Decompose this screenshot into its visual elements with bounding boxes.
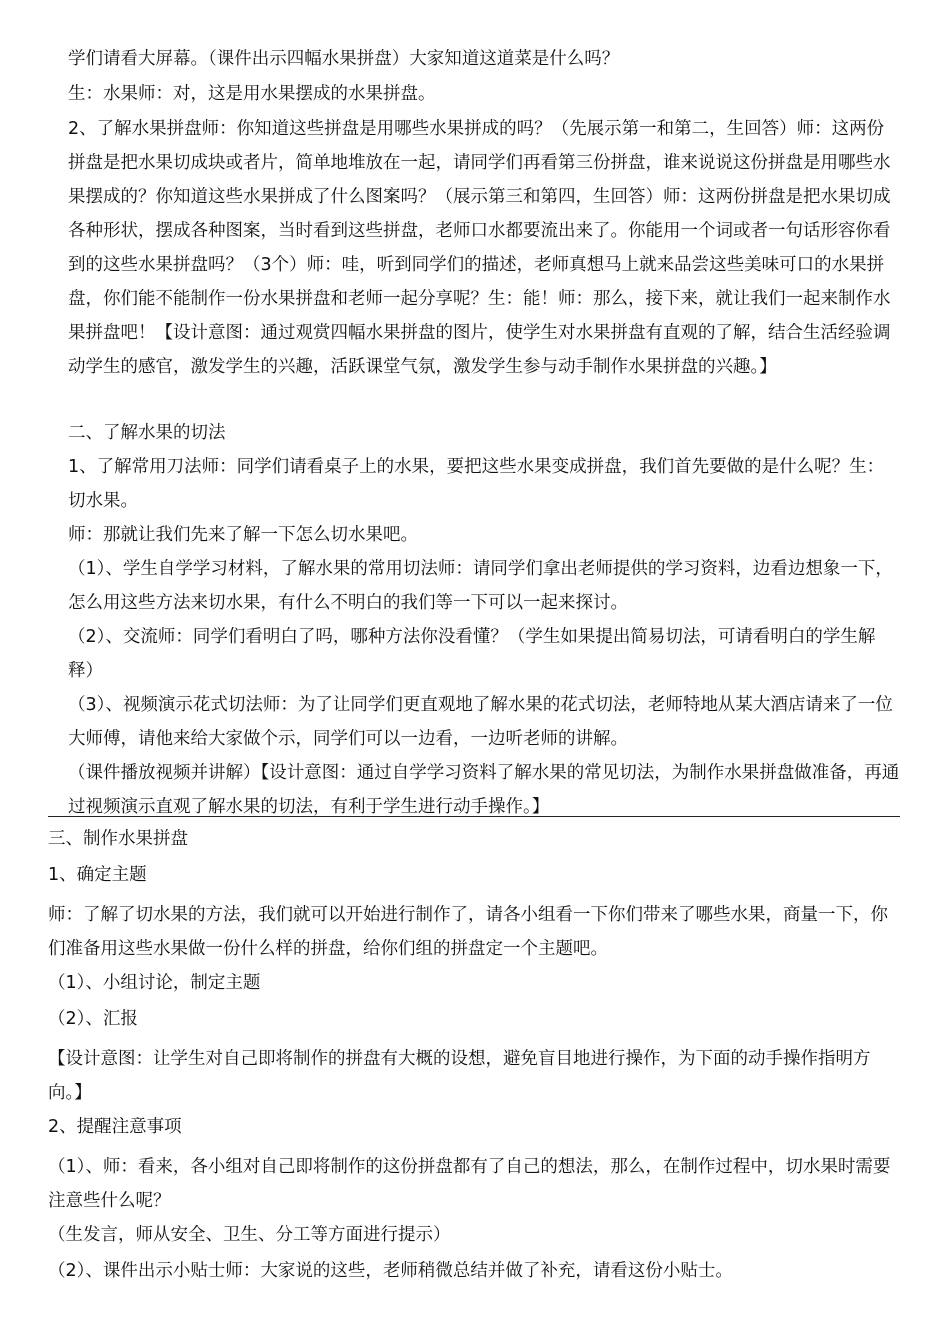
list-item: （1）、小组讨论，制定主题 (48, 973, 261, 993)
paragraph: 学们请看大屏幕。（课件出示四幅水果拼盘）大家知道这道菜是什么吗？ (68, 49, 620, 69)
list-item: （2）、课件出示小贴士师：大家说的这些，老师稍微总结并做了补充，请看这份小贴士。 (48, 1261, 733, 1281)
paragraph: 2、了解水果拼盘师：你知道这些拼盘是用哪些水果拼成的吗？（先展示第一和第二，生回答）师：这两份拼盘是把水果切成块或者片，简单地堆放在一起，请同学们再看第三份拼盘，谁来说说这份拼盘是用哪些水果摆成的？你知道这些水果拼成了什么图案吗？（展示第三和第四，生回答）师：这两份拼盘是把水果切成各种形状，摆成各种图案，当时看到这些拼盘，老师口水都要流出来了。你能用一个词或者一句话形容你看到的这些水果拼盘吗？（3个）师：哇，听到同学们的描述，老师真想马上就来品尝这些美味可口的水果拼盘，你们能不能制作一份水果拼盘和老师一起分享呢？生：能！师：那么，接下来，就让我们一起来制作水果拼盘吧！【设计意图：通过观赏四幅水果拼盘的图片，使学生对水果拼盘有直观的了解，结合生活经验调动学生的感官，激发学生的兴趣，活跃课堂气氛，激发学生参与动手制作水果拼盘的兴趣。】 (68, 119, 891, 377)
paragraph: 师：了解了切水果的方法，我们就可以开始进行制作了，请各小组看一下你们带来了哪些水果，商量一下，你们准备用这些水果做一份什么样的拼盘，给你们组的拼盘定一个主题吧。 (48, 905, 888, 959)
horizontal-rule (48, 816, 900, 817)
paragraph: 【设计意图：让学生对自己即将制作的拼盘有大概的设想，避免盲目地进行操作，为下面的动手操作指明方向。】 (48, 1049, 871, 1103)
paragraph: （生发言，师从安全、卫生、分工等方面进行提示） (48, 1225, 451, 1245)
section-heading: 三、制作水果拼盘 (48, 829, 188, 849)
paragraph: （3）、视频演示花式切法师：为了让同学们更直观地了解水果的花式切法，老师特地从某大酒店请来了一位大师傅，请他来给大家做个示，同学们可以一边看，一边听老师的讲解。 (68, 695, 893, 749)
paragraph: 1、了解常用刀法师：同学们请看桌子上的水果，要把这些水果变成拼盘，我们首先要做的是什么呢？生：切水果。 (68, 457, 885, 511)
subsection-heading: 2、提醒注意事项 (48, 1117, 182, 1137)
subsection-heading: 1、确定主题 (48, 865, 147, 885)
paragraph: （课件播放视频并讲解）【设计意图：通过自学学习资料了解水果的常见切法，为制作水果拼盘做准备，再通过视频演示直观了解水果的切法，有利于学生进行动手操作。】 (68, 763, 900, 817)
section-heading: 二、了解水果的切法 (68, 423, 226, 443)
paragraph: 师：那就让我们先来了解一下怎么切水果吧。 (68, 525, 418, 545)
list-item: （1）、师：看来，各小组对自己即将制作的这份拼盘都有了自己的想法，那么，在制作过程中，切水果时需要注意些什么呢？ (48, 1157, 891, 1211)
paragraph: （2）、交流师：同学们看明白了吗，哪种方法你没看懂？（学生如果提出简易切法，可请看明白的学生解释） (68, 627, 876, 681)
paragraph: （1）、学生自学学习材料，了解水果的常用切法师：请同学们拿出老师提供的学习资料，边看边想象一下，怎么用这些方法来切水果，有什么不明白的我们等一下可以一起来探讨。 (68, 559, 893, 613)
paragraph: 生：水果师：对，这是用水果摆成的水果拼盘。 (68, 84, 436, 104)
list-item: （2）、汇报 (48, 1009, 138, 1029)
